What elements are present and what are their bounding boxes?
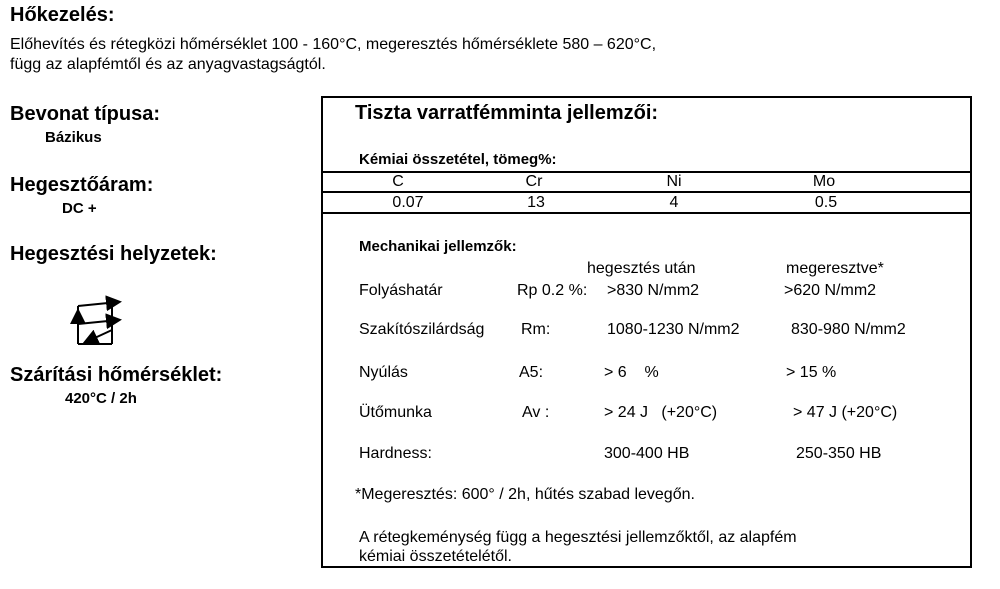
- drying-value: 420°C / 2h: [65, 390, 137, 407]
- hardness-note-line2: kémiai összetételétől.: [359, 548, 512, 565]
- mech-row-symbol: Av :: [522, 404, 550, 421]
- chem-header-ni: Ni: [666, 173, 682, 190]
- mech-row-name: Ütőmunka: [359, 404, 432, 421]
- coating-title: Bevonat típusa:: [10, 103, 161, 125]
- mech-col-tempered: megeresztve*: [786, 260, 884, 277]
- panel-title: Tiszta varratfémminta jellemzői:: [355, 102, 659, 124]
- chem-bottom-rule: [321, 212, 972, 214]
- mech-row-symbol: Rp 0.2 %:: [517, 282, 588, 299]
- chem-title: Kémiai összetétel, tömeg%:: [359, 151, 557, 168]
- mech-row-tempered: >620 N/mm2: [784, 282, 877, 299]
- chem-header-c: C: [392, 173, 404, 190]
- mech-row-name: Szakítószilárdság: [359, 321, 485, 338]
- mech-row-after: > 24 J (+20°C): [604, 404, 718, 421]
- welding-positions-icon: [68, 292, 130, 354]
- mech-row-tempered: > 15 %: [786, 364, 837, 381]
- mech-row-after: 1080-1230 N/mm2: [607, 321, 740, 338]
- chem-value-cr: 13: [527, 194, 545, 211]
- positions-title: Hegesztési helyzetek:: [10, 243, 217, 265]
- mech-row-name: Hardness:: [359, 445, 432, 462]
- mech-row-symbol: A5:: [519, 364, 544, 381]
- chem-header-cr: Cr: [525, 173, 543, 190]
- hardness-note-line1: A rétegkeménység függ a hegesztési jellemzőktől, az alapfém: [359, 529, 797, 546]
- heat-treatment-title: Hőkezelés:: [10, 4, 115, 26]
- mech-row-tempered: 830-980 N/mm2: [791, 321, 906, 338]
- chem-value-mo: 0.5: [814, 194, 838, 211]
- heat-treatment-line1: Előhevítés és rétegközi hőmérséklet 100 - 160°C, megeresztés hőmérséklete 580 – 620°C,: [10, 36, 657, 53]
- chem-header-mo: Mo: [812, 173, 836, 190]
- mech-title: Mechanikai jellemzők:: [359, 238, 517, 255]
- mech-col-after: hegesztés után: [587, 260, 696, 277]
- current-value: DC +: [62, 200, 97, 217]
- mech-row-after: >830 N/mm2: [607, 282, 700, 299]
- mech-row-after: 300-400 HB: [604, 445, 690, 462]
- mech-row-name: Nyúlás: [359, 364, 408, 381]
- heat-treatment-line2: függ az alapfémtől és az anyagvastagságtól.: [10, 56, 326, 73]
- coating-value: Bázikus: [45, 129, 102, 146]
- mech-row-tempered: 250-350 HB: [796, 445, 882, 462]
- chem-mid-rule: [321, 191, 972, 193]
- drying-title: Szárítási hőmérséklet:: [10, 364, 223, 386]
- mech-row-name: Folyáshatár: [359, 282, 443, 299]
- chem-value-ni: 4: [669, 194, 679, 211]
- current-title: Hegesztőáram:: [10, 174, 154, 196]
- chem-value-c: 0.07: [392, 194, 424, 211]
- mech-row-tempered: > 47 J (+20°C): [793, 404, 898, 421]
- mech-row-after: > 6 %: [604, 364, 659, 381]
- tempering-note: *Megeresztés: 600° / 2h, hűtés szabad levegőn.: [355, 486, 695, 503]
- mech-row-symbol: Rm:: [521, 321, 551, 338]
